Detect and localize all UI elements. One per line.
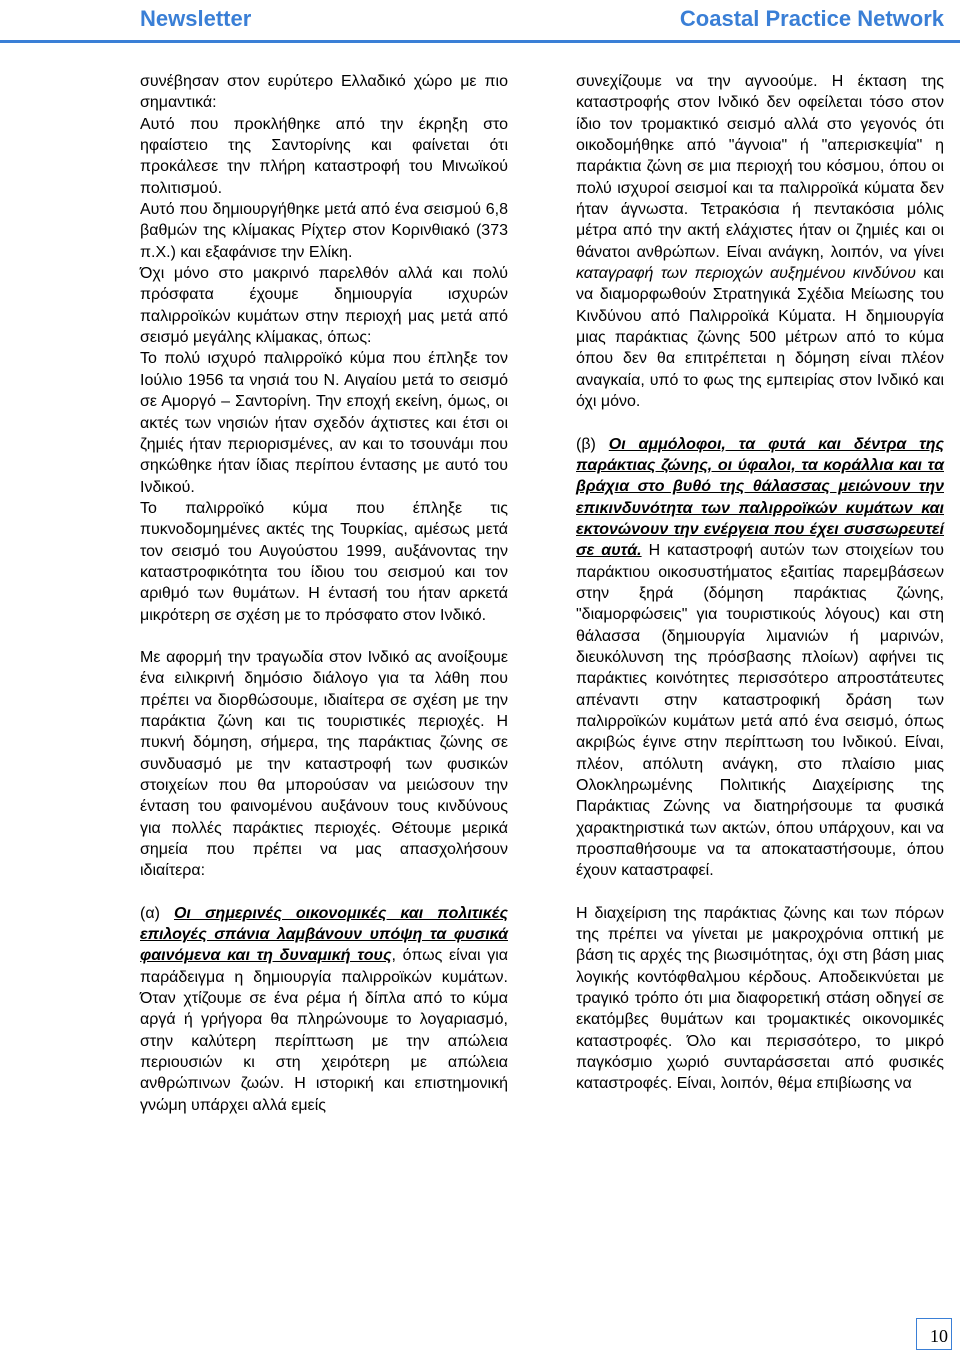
item-label: (α)	[140, 904, 174, 922]
page-header	[0, 0, 960, 40]
italic-text: καταγραφή των περιοχών αυξημένου κινδύνου	[576, 265, 916, 283]
newsletter-title: Newsletter	[140, 6, 252, 31]
item-label: (β)	[576, 435, 609, 453]
paragraph: Το πολύ ισχυρό παλιρροϊκό κύμα που έπληξε τον Ιούλιο 1956 τα νησιά του Ν. Αιγαίου μετά το σεισμό σε Αμοργό – Σαντορίνη. Την εποχή εκείνη, όμως, οι ακτές των νησιών ήταν σχεδόν άχτιστες και έτσι οι ζημιές ήταν περιορισμένες, αν και το τσουνάμι που σηκώθηκε ήταν ίδιας περίπου έντασης με αυτό του Ινδικού.	[140, 350, 508, 496]
page-number: 10	[916, 1318, 952, 1350]
emphasis-text: Οι σημερινές οικονομικές και πολιτικές επιλογές σπάνια λαμβάνουν υπόψη τα φυσικά φαινόμενα και τη δυναμική τους	[140, 904, 509, 965]
paragraph-a	[140, 903, 508, 1116]
right-column	[576, 71, 944, 1095]
paragraph: Η διαχείριση της παράκτιας ζώνης και των πόρων της πρέπει να γίνεται με μακροχρόνια οπτική με βάση τις αρχές της βιωσιμότητας, όχι στη βάση μιας λογικής κοντόφθαλμου κέρδους. Αποδεικνύεται με τραγικό τρόπο ότι μια διαφορετική στάση οδηγεί σε εκατόμβες θυμάτων και τρομακτικές οικονομικές καταστροφές. Όλο και περισσότερο, το μικρό παγκόσμιο χωριό συνταράσσεται από φυσικές καταστροφές. Είναι, λοιπόν, θέμα επιβίωσης να	[576, 904, 944, 1093]
network-title: Coastal Practice Network	[679, 6, 944, 31]
header-rule	[0, 40, 960, 43]
paragraph-text: Η καταστροφή αυτών των στοιχείων του παράκτιου οικοσυστήματος εξαιτίας παρεμβάσεων στην ξηρά (δόμηση παράκτιας ζώνης, "διαμορφώσεις" για τουριστικούς λόγους) και στη θάλασσα (δημιουργία λιμανιών ή μαρινών, διευκόλυνση της πρόσβασης πλοίων) αφήνει τις παράκτιες κοινότητες περισσότερο απροστάτευτες απέναντι στην καταστροφική δράση των παλιρροϊκών κυμάτων μετά από ένα σεισμό, όπως ακριβώς έγινε στην περίπτωση του Ινδικού. Είναι, πλέον, απόλυτη ανάγκη, στο πλαίσιο μιας Ολοκληρωμένης Πολιτικής Διαχείρισης της Παράκτιας Ζώνης να διατηρήσουμε τα φυσικά χαρακτηριστικά των ακτών, όπου υπάρχουν, και να προσπαθήσουμε να τα αποκαταστήσουμε, όπου έχουν καταστραφεί.	[576, 542, 944, 880]
paragraph: συνέβησαν στον ευρύτερο Ελλαδικό χώρο με πιο σημαντικά:	[140, 73, 508, 112]
paragraph	[576, 71, 944, 413]
left-column	[140, 71, 508, 1116]
paragraph: Αυτό που προκλήθηκε από την έκρηξη στο ηφαίστειο της Σαντορίνης και φαίνεται ότι προκάλεσε την πλήρη καταστροφή του Μινωϊκού πολιτισμού.	[140, 115, 508, 197]
paragraph: Αυτό που δημιουργήθηκε μετά από ένα σεισμού 6,8 βαθμών της κλίμακας Ρίχτερ στον Κορινθιακό (373 π.Χ.) και εξαφάνισε την Ελίκη.	[140, 201, 508, 261]
emphasis-text: Οι αμμόλοφοι, τα φυτά και δέντρα της παράκτιας ζώνης, οι ύφαλοι, τα κοράλλια και τα βράχια στο βυθό της θάλασσας μειώνουν την επικινδυνότητα των παλιρροϊκών κυμάτων και εκτονώνουν την ενέργεια που έχει συσσωρευτεί σε αυτά.	[576, 435, 945, 560]
paragraph: Με αφορμή την τραγωδία στον Ινδικό ας ανοίξουμε ένα ειλικρινή δημόσιο διάλογο για τα λάθη που πρέπει να διορθώσουμε, ιδιαίτερα σε σχέση με την παράκτια ζώνη και τις τουριστικές περιοχές. Η πυκνή δόμηση, σήμερα, της παράκτιας ζώνης σε συνδυασμό με την καταστροφή των φυσικών στοιχείων που θα μπορούσαν να μειώσουν την ένταση του φαινομένου αυξάνουν τους κινδύνους για πολλές παράκτιες περιοχές. Θέτουμε μερικά σημεία που πρέπει να μας απασχολήσουν ιδιαίτερα:	[140, 648, 508, 880]
paragraph-text: και να διαμορφωθούν Στρατηγικά Σχέδια Μείωσης του Κινδύνου από Παλιρροϊκά Κύματα. Η δημιουργία μιας παράκτιας ζώνης 500 μέτρων από το κύμα όπου δεν θα επιτρέπεται η δόμηση είναι πλέον αναγκαία, υπό το φως της εμπειρίας στον Ινδικό και όχι μόνο.	[576, 265, 944, 411]
paragraph-b	[576, 434, 944, 882]
paragraph: Το παλιρροϊκό κύμα που έπληξε τις πυκνοδομημένες ακτές της Τουρκίας, αμέσως μετά τον σεισμό του Αυγούστου 1999, αυξάνοντας την καταστροφικότητα του ίδιου του σεισμού και τον αριθμό των θυμάτων. Η έντασή του ήταν αρκετά μικρότερη σε σχέση με το πρόσφατο στον Ινδικό.	[140, 499, 508, 624]
paragraph-text: , όπως είναι για παράδειγμα η δημιουργία παλιρροϊκών κυμάτων. Όταν χτίζουμε σε ένα ρέμα ή δίπλα από το κύμα αργά ή γρήγορα θα πληρώνουμε το λογαριασμό, στην καλύτερη περίπτωση με την απώλεια περιουσιών κι στη χειρότερη με απώλεια ανθρώπινων ζωών. Η ιστορική και επιστημονική γνώμη υπάρχει αλλά εμείς	[140, 947, 508, 1114]
paragraph-text: συνεχίζουμε να την αγνοούμε. Η έκταση της καταστροφής στον Ινδικό δεν οφείλεται τόσο στον ίδιο τον τρομακτικό σεισμό αλλά στο γεγονός ότι οικοδομήθηκε από "άγνοια" ή "απερισκεψία" η παράκτια ζώνη σε μια περιοχή του κόσμου, όπου οι πολύ ισχυροί σεισμοί και τα παλιρροϊκά κύματα δεν ήταν άγνωστα. Τετρακόσια ή πεντακόσια μόλις μέτρα από την ακτή ελάχιστες ήταν οι ζημιές και οι θάνατοι ανθρώπων. Είναι ανάγκη, λοιπόν, να γίνει	[576, 73, 944, 261]
paragraph: Όχι μόνο στο μακρινό παρελθόν αλλά και πολύ πρόσφατα έχουμε δημιουργία ισχυρών παλιρροϊκών κυμάτων στην περιοχή μας μετά από σεισμό μεγάλης κλίμακας, όπως:	[140, 265, 508, 347]
